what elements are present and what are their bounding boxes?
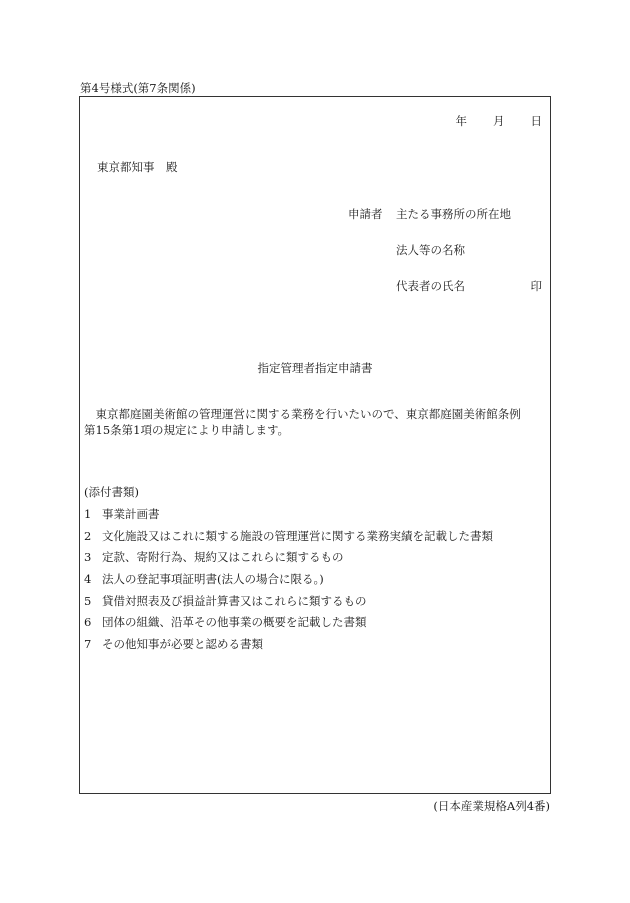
- body-line-2: 第15条第1項の規定により申請します。: [84, 423, 290, 437]
- item-number: 3: [84, 550, 92, 565]
- item-text: 文化施設又はこれに類する施設の管理運営に関する業務実績を記載した書類: [102, 528, 493, 543]
- item-text: 貸借対照表及び損益計算書又はこれらに類するもの: [102, 593, 367, 608]
- document-title: 指定管理者指定申請書: [257, 361, 373, 375]
- list-item: [84, 549, 493, 571]
- item-number: 7: [84, 637, 92, 652]
- item-text: 団体の組織、沿革その他事業の概要を記載した書類: [102, 615, 367, 630]
- application-form-frame: [79, 96, 551, 794]
- list-item: [84, 636, 493, 658]
- item-number: 2: [84, 528, 92, 543]
- date-month: 月: [493, 114, 505, 128]
- item-number: 4: [84, 572, 92, 587]
- seal-mark: 印: [530, 279, 542, 293]
- item-text: 事業計画書: [102, 507, 160, 521]
- applicant-label: 申請者: [348, 207, 383, 221]
- item-text: 法人の登記事項証明書(法人の場合に限る。): [102, 572, 324, 587]
- paper-size-note: (日本産業規格A列4番): [433, 799, 550, 813]
- item-text: その他知事が必要と認める書類: [102, 637, 263, 652]
- attachments-list: [84, 506, 493, 658]
- attachments-heading: (添付書類): [84, 485, 139, 499]
- list-item: [84, 593, 493, 615]
- representative-name-label: 代表者の氏名: [396, 279, 465, 293]
- application-body: [84, 406, 546, 438]
- form-number-label: 第4号様式(第7条関係): [80, 81, 196, 95]
- office-address-label: 主たる事務所の所在地: [396, 207, 511, 221]
- item-number: 5: [84, 593, 92, 608]
- list-item: [84, 528, 493, 550]
- list-item: [84, 614, 493, 636]
- item-number: 1: [84, 507, 92, 521]
- item-number: 6: [84, 615, 92, 630]
- list-item: [84, 506, 493, 528]
- list-item: [84, 571, 493, 593]
- item-text: 定款、寄附行為、規約又はこれらに類するもの: [102, 550, 344, 565]
- date-day: 日: [530, 114, 542, 128]
- corporate-name-label: 法人等の名称: [396, 243, 465, 257]
- body-line-1: 東京都庭園美術館の管理運営に関する業務を行いたいので、東京都庭園美術館条例: [95, 407, 521, 421]
- date-year: 年: [455, 114, 467, 128]
- date-line: [456, 113, 543, 129]
- addressee: 東京都知事 殿: [97, 160, 178, 174]
